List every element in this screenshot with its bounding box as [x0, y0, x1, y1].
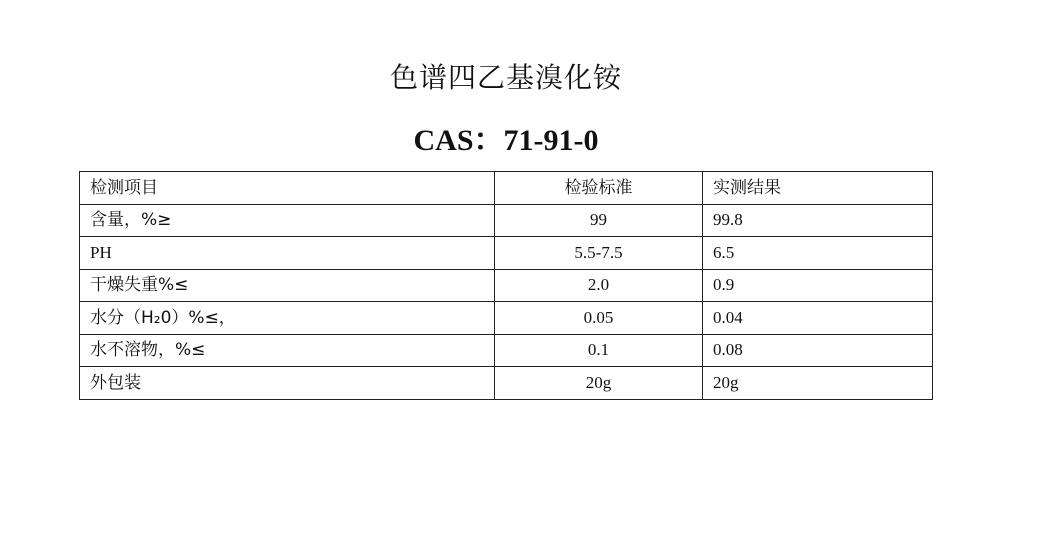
- row-standard: 0.05: [495, 302, 703, 335]
- table-row: [80, 269, 933, 302]
- row-standard: 5.5-7.5: [495, 237, 703, 270]
- row-standard: 0.1: [495, 334, 703, 367]
- row-result: 0.04: [703, 302, 933, 335]
- table-row: [80, 237, 933, 270]
- row-result: 99.8: [703, 204, 933, 237]
- row-standard: 2.0: [495, 269, 703, 302]
- table-row: [80, 204, 933, 237]
- row-standard: 20g: [495, 367, 703, 400]
- specification-table: [79, 171, 933, 400]
- cas-number: CAS：71-91-0: [413, 124, 599, 157]
- header-test-item: 检测项目: [80, 172, 495, 205]
- table-row: [80, 302, 933, 335]
- row-result: 20g: [703, 367, 933, 400]
- document-title: 色谱四乙基溴化铵: [389, 61, 622, 94]
- row-item: PH: [80, 237, 495, 270]
- row-item: 水不溶物，%≤: [80, 334, 495, 367]
- row-item: 水分（H₂0）%≤，: [80, 302, 495, 335]
- row-result: 6.5: [703, 237, 933, 270]
- row-result: 0.9: [703, 269, 933, 302]
- row-item: 干燥失重%≤: [80, 269, 495, 302]
- header-standard: 检验标准: [495, 172, 703, 205]
- row-item: 含量，%≥: [80, 204, 495, 237]
- table-row: [80, 334, 933, 367]
- row-result: 0.08: [703, 334, 933, 367]
- row-item: 外包装: [80, 367, 495, 400]
- table-header-row: [80, 172, 933, 205]
- header-result: 实测结果: [703, 172, 933, 205]
- row-standard: 99: [495, 204, 703, 237]
- table-row: [80, 367, 933, 400]
